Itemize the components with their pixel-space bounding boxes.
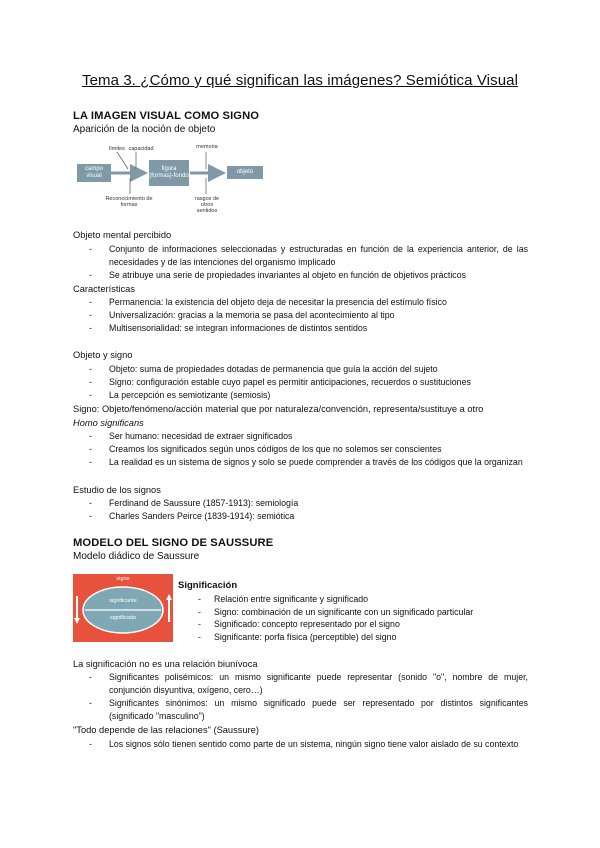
- list-objeto-mental: [73, 243, 528, 282]
- label-todo-depende: "Todo depende de las relaciones" (Saussure): [73, 725, 259, 735]
- box-campo-visual: campo visual: [77, 164, 111, 182]
- label-significacion: Significación: [178, 580, 238, 591]
- section-heading-imagen-visual: LA IMAGEN VISUAL COMO SIGNO: [73, 110, 260, 122]
- box-figura-fondo: figura (formas)-fondo: [149, 160, 189, 186]
- subheading-nocion-objeto: Aparición de la noción de objeto: [73, 124, 216, 135]
- list-item: - Objeto: suma de propiedades dotadas de permanencia que guía la acción del sujeto: [73, 363, 528, 376]
- perception-diagram: [73, 142, 283, 220]
- list-item: - Creamos los significados según unos códigos de los que no solemos ser conscientes: [73, 443, 528, 456]
- diagram-label-significado: significado: [110, 615, 136, 621]
- list-item: - Los signos sólo tienen sentido como parte de un sistema, ningún signo tiene valor aislado de su contexto: [73, 738, 528, 751]
- list-item: - Ser humano: necesidad de extraer significados: [73, 430, 528, 443]
- subheading-modelo-diadico: Modelo diádico de Saussure: [73, 551, 200, 562]
- section-heading-saussure: MODELO DEL SIGNO DE SAUSSURE: [73, 537, 274, 549]
- list-item: - Multisensorialidad: se integran informaciones de distintos sentidos: [73, 322, 528, 335]
- list-item: - Significantes polisémicos: un mismo significante puede representar (sonido "o", nombre de mujer, conjunción disyuntiva, oxígeno, cero…): [73, 671, 528, 697]
- label-rasgos: rasgos de otros sentidos: [194, 196, 220, 214]
- sign-ellipse: [73, 574, 173, 642]
- list-item: - Signo: configuración estable cuyo papel es permitir anticipaciones, recuerdos o sustituciones: [73, 376, 528, 389]
- page-title: Tema 3. ¿Cómo y qué significan las imágenes? Semiótica Visual: [81, 72, 519, 89]
- list-item: - Charles Sanders Peirce (1839-1914): semiótica: [73, 510, 528, 523]
- significacion-block: [178, 580, 473, 643]
- list-item: - Permanencia: la existencia del objeto deja de necesitar la presencia del estímulo físico: [73, 296, 528, 309]
- list-item: - La realidad es un sistema de signos y solo se puede comprender a través de los códigos que la organizan: [73, 456, 528, 469]
- list-item: - Significado: concepto representado por el signo: [178, 618, 473, 631]
- label-objeto-signo: Objeto y signo: [73, 350, 133, 360]
- saussure-sign-diagram: [73, 574, 173, 642]
- list-estudio-signos: [73, 497, 528, 523]
- list-homo-significans: [73, 430, 528, 469]
- list-item: - Ferdinand de Saussure (1857-1913): semiología: [73, 497, 528, 510]
- list-objeto-signo: [73, 363, 528, 402]
- list-item: - Significante: porfa física (perceptible) del signo: [178, 631, 473, 644]
- list-item: - Universalización: gracias a la memoria se pasa del acontecimiento al tipo: [73, 309, 528, 322]
- list-item: - Relación entre significante y significado: [178, 593, 473, 606]
- label-reconocimiento: Reconocimiento de formas: [105, 196, 153, 208]
- diagram-label-significante: significante: [109, 598, 137, 604]
- list-biunivoca: [73, 671, 528, 723]
- list-item: - Significantes sinónimos: un mismo significado puede ser representado por distintos significantes (significado "masculino"): [73, 697, 528, 723]
- list-significacion: [178, 593, 473, 643]
- list-todo-depende: [73, 738, 528, 751]
- label-memoria: memoria: [196, 144, 218, 150]
- box-objeto: objeto: [227, 166, 263, 179]
- list-item: - La percepción es semiotizante (semiosis): [73, 389, 528, 402]
- label-biunivoca: La significación no es una relación biunívoca: [73, 659, 258, 669]
- label-capacidad: capacidad: [128, 146, 154, 152]
- signo-definition: Signo: Objeto/fenómeno/acción material que por naturaleza/convención, representa/sustituye a otro: [73, 404, 484, 414]
- diagram-label-signo: signo: [116, 576, 130, 582]
- list-caracteristicas: [73, 296, 528, 335]
- label-limites: límites: [109, 146, 125, 152]
- list-item: - Conjunto de informaciones seleccionadas y estructuradas en función de la experiencia anterior, de las necesidades y de las intenciones del organismo implicado: [73, 243, 528, 269]
- label-objeto-mental: Objeto mental percibido: [73, 230, 172, 240]
- label-homo-significans: Homo significans: [73, 418, 144, 428]
- list-item: - Se atribuye una serie de propiedades invariantes al objeto en función de objetivos prácticos: [73, 269, 528, 282]
- label-caracteristicas: Características: [73, 284, 135, 294]
- label-estudio-signos: Estudio de los signos: [73, 485, 161, 495]
- list-item: - Signo: combinación de un significante con un significado particular: [178, 606, 473, 619]
